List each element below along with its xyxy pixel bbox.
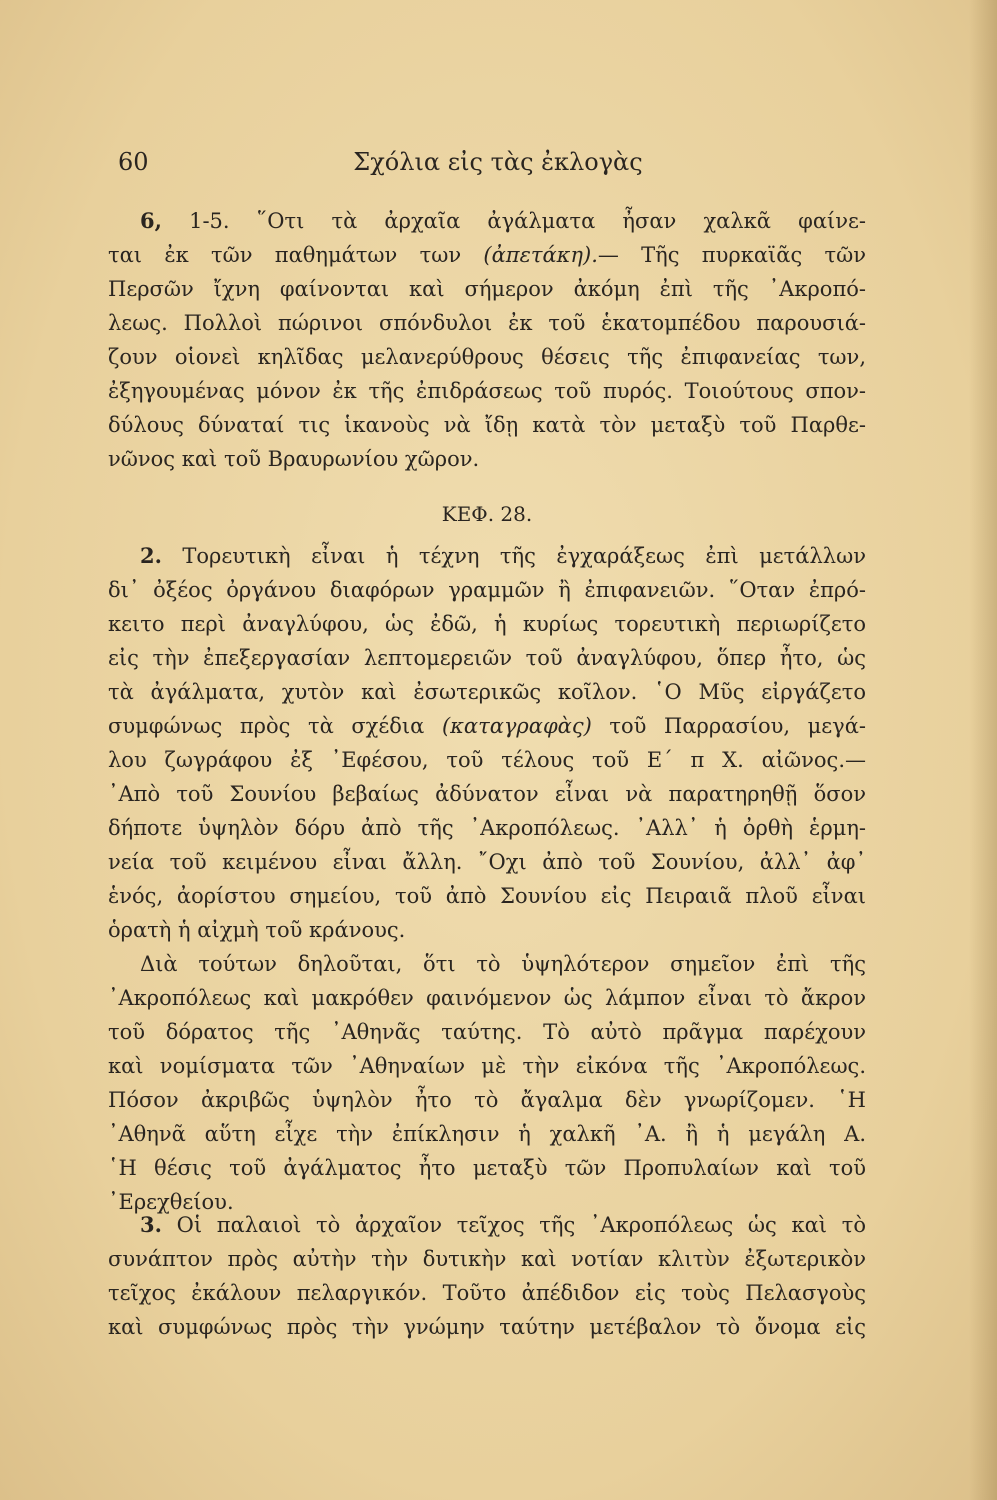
text-line: λου ζωγράφου ἐξ ᾿Εφέσου, τοῦ τέλους τοῦ Ε΄ π Χ. αἰῶνος.— bbox=[108, 748, 866, 772]
text-line: ᾿Απὸ τοῦ Σουνίου βεβαίως ἀδύνατον εἶναι νὰ παρατηρηθῇ ὅσον bbox=[108, 782, 866, 806]
line-reference: 1-5. bbox=[189, 209, 230, 233]
text-line: καὶ συμφώνως πρὸς τὴν γνώμην ταύτην μετέβαλον τὸ ὄνομα εἰς bbox=[108, 1315, 866, 1339]
section-marker: 2. bbox=[140, 543, 162, 568]
text-line: ὁρατὴ ἡ αἰχμὴ τοῦ κράνους. bbox=[108, 918, 406, 942]
section-marker: 6, bbox=[140, 208, 162, 233]
text-line: κειτο περὶ ἀναγλύφου, ὡς ἐδῶ, ἡ κυρίως τορευτικὴ περιωρίζετο bbox=[108, 612, 866, 636]
text-line: ἑνός, ἀορίστου σημείου, τοῦ ἀπὸ Σουνίου εἰς Πειραιᾶ πλοῦ εἶναι bbox=[108, 884, 866, 908]
text-line: Περσῶν ἴχνη φαίνονται καὶ σήμερον ἀκόμη ἐπὶ τῆς ᾿Ακροπό- bbox=[108, 277, 866, 301]
text-line: ἐξηγουμένας μόνον ἐκ τῆς ἐπιδράσεως τοῦ πυρός. Τοιούτους σπον- bbox=[108, 379, 866, 403]
text-line: νῶνος καὶ τοῦ Βραυρωνίου χῶρον. bbox=[108, 447, 480, 471]
text-line: λεως. Πολλοὶ πώρινοι σπόνδυλοι ἐκ τοῦ ἑκατομπέδου παρουσιά- bbox=[108, 311, 866, 335]
text-line: δύλους δύναταί τις ἱκανοὺς νὰ ἴδῃ κατὰ τὸν μεταξὺ τοῦ Παρθε- bbox=[108, 413, 866, 437]
page-header bbox=[118, 148, 878, 184]
text-line: 2. Τορευτικὴ εἶναι ἡ τέχνη τῆς ἐγχαράξεως ἐπὶ μετάλλων bbox=[140, 543, 866, 568]
text-line: τὰ ἀγάλματα, χυτὸν καὶ ἐσωτερικῶς κοῖλον. ῾Ο Μῦς εἰργάζετο bbox=[108, 680, 866, 704]
section-2 bbox=[108, 539, 866, 1219]
text-line: ᾿Αθηνᾶ αὕτη εἶχε τὴν ἐπίκλησιν ἡ χαλκῆ ᾿Α. ἢ ἡ μεγάλη Α. bbox=[108, 1122, 866, 1146]
text-line: Διὰ τούτων δηλοῦται, ὅτι τὸ ὑψηλότερον σημεῖον ἐπὶ τῆς bbox=[140, 952, 866, 976]
text-line: εἰς τὴν ἐπεξεργασίαν λεπτομερειῶν τοῦ ἀναγλύφου, ὅπερ ἦτο, ὡς bbox=[108, 646, 866, 670]
text-line: νεία τοῦ κειμένου εἶναι ἄλλη. ῎Οχι ἀπὸ τοῦ Σουνίου, ἀλλ᾿ ἀφ᾿ bbox=[108, 850, 866, 874]
text-line: δι᾿ ὀξέος ὀργάνου διαφόρων γραμμῶν ἢ ἐπιφανειῶν. ῞Οταν ἐπρό- bbox=[108, 578, 866, 602]
section-3 bbox=[108, 1208, 866, 1344]
text-line: τοῦ δόρατος τῆς ᾿Αθηνᾶς ταύτης. Τὸ αὐτὸ πρᾶγμα παρέχουν bbox=[108, 1020, 866, 1044]
chapter-heading: ΚΕΦ. 28. bbox=[441, 502, 533, 526]
text-line: ᾿Ερεχθείου. bbox=[108, 1190, 234, 1214]
page-number: 60 bbox=[118, 148, 149, 176]
page-edge-shadow bbox=[969, 0, 997, 1500]
section-1 bbox=[108, 204, 866, 476]
text-line: ζουν οἱονεὶ κηλῖδας μελανερύθρους θέσεις τῆς ἐπιφανείας των, bbox=[108, 345, 866, 369]
text-line: ῾Η θέσις τοῦ ἀγάλματος ἦτο μεταξὺ τῶν Προπυλαίων καὶ τοῦ bbox=[108, 1156, 866, 1180]
text-line: Πόσον ἀκριβῶς ὑψηλὸν ἦτο τὸ ἄγαλμα δὲν γνωρίζομεν. ῾Η bbox=[108, 1088, 866, 1112]
section-marker: 3. bbox=[140, 1212, 162, 1237]
text-line: συμφώνως πρὸς τὰ σχέδια (καταγραφὰς) τοῦ Παρρασίου, μεγά- bbox=[108, 714, 866, 738]
text-line: 3. Οἱ παλαιοὶ τὸ ἀρχαῖον τεῖχος τῆς ᾿Ακροπόλεως ὡς καὶ τὸ bbox=[140, 1212, 866, 1237]
text-line: ται ἐκ τῶν παθημάτων των (ἀπετάκη).— Τῆς πυρκαϊᾶς τῶν bbox=[108, 243, 866, 267]
running-title: Σχόλια εἰς τὰς ἐκλογὰς bbox=[353, 148, 643, 176]
text-line: καὶ νομίσματα τῶν ᾿Αθηναίων μὲ τὴν εἰκόνα τῆς ᾿Ακροπόλεως. bbox=[108, 1054, 866, 1078]
text-line: δήποτε ὑψηλὸν δόρυ ἀπὸ τῆς ᾿Ακροπόλεως. ᾿Αλλ᾿ ἡ ὀρθὴ ἑρμη- bbox=[108, 816, 866, 840]
text-line: ᾿Ακροπόλεως καὶ μακρόθεν φαινόμενον ὡς λάμπον εἶναι τὸ ἄκρον bbox=[108, 986, 866, 1010]
text-line: συνάπτον πρὸς αὐτὴν τὴν δυτικὴν καὶ νοτίαν κλιτὺν ἐξωτερικὸν bbox=[108, 1247, 866, 1271]
text-line: 6, 1-5. ῞Οτι τὰ ἀρχαῖα ἀγάλματα ἦσαν χαλκᾶ φαίνε- bbox=[140, 208, 866, 233]
text-line: τεῖχος ἐκάλουν πελαργικόν. Τοῦτο ἀπέδιδον εἰς τοὺς Πελασγοὺς bbox=[108, 1281, 866, 1305]
